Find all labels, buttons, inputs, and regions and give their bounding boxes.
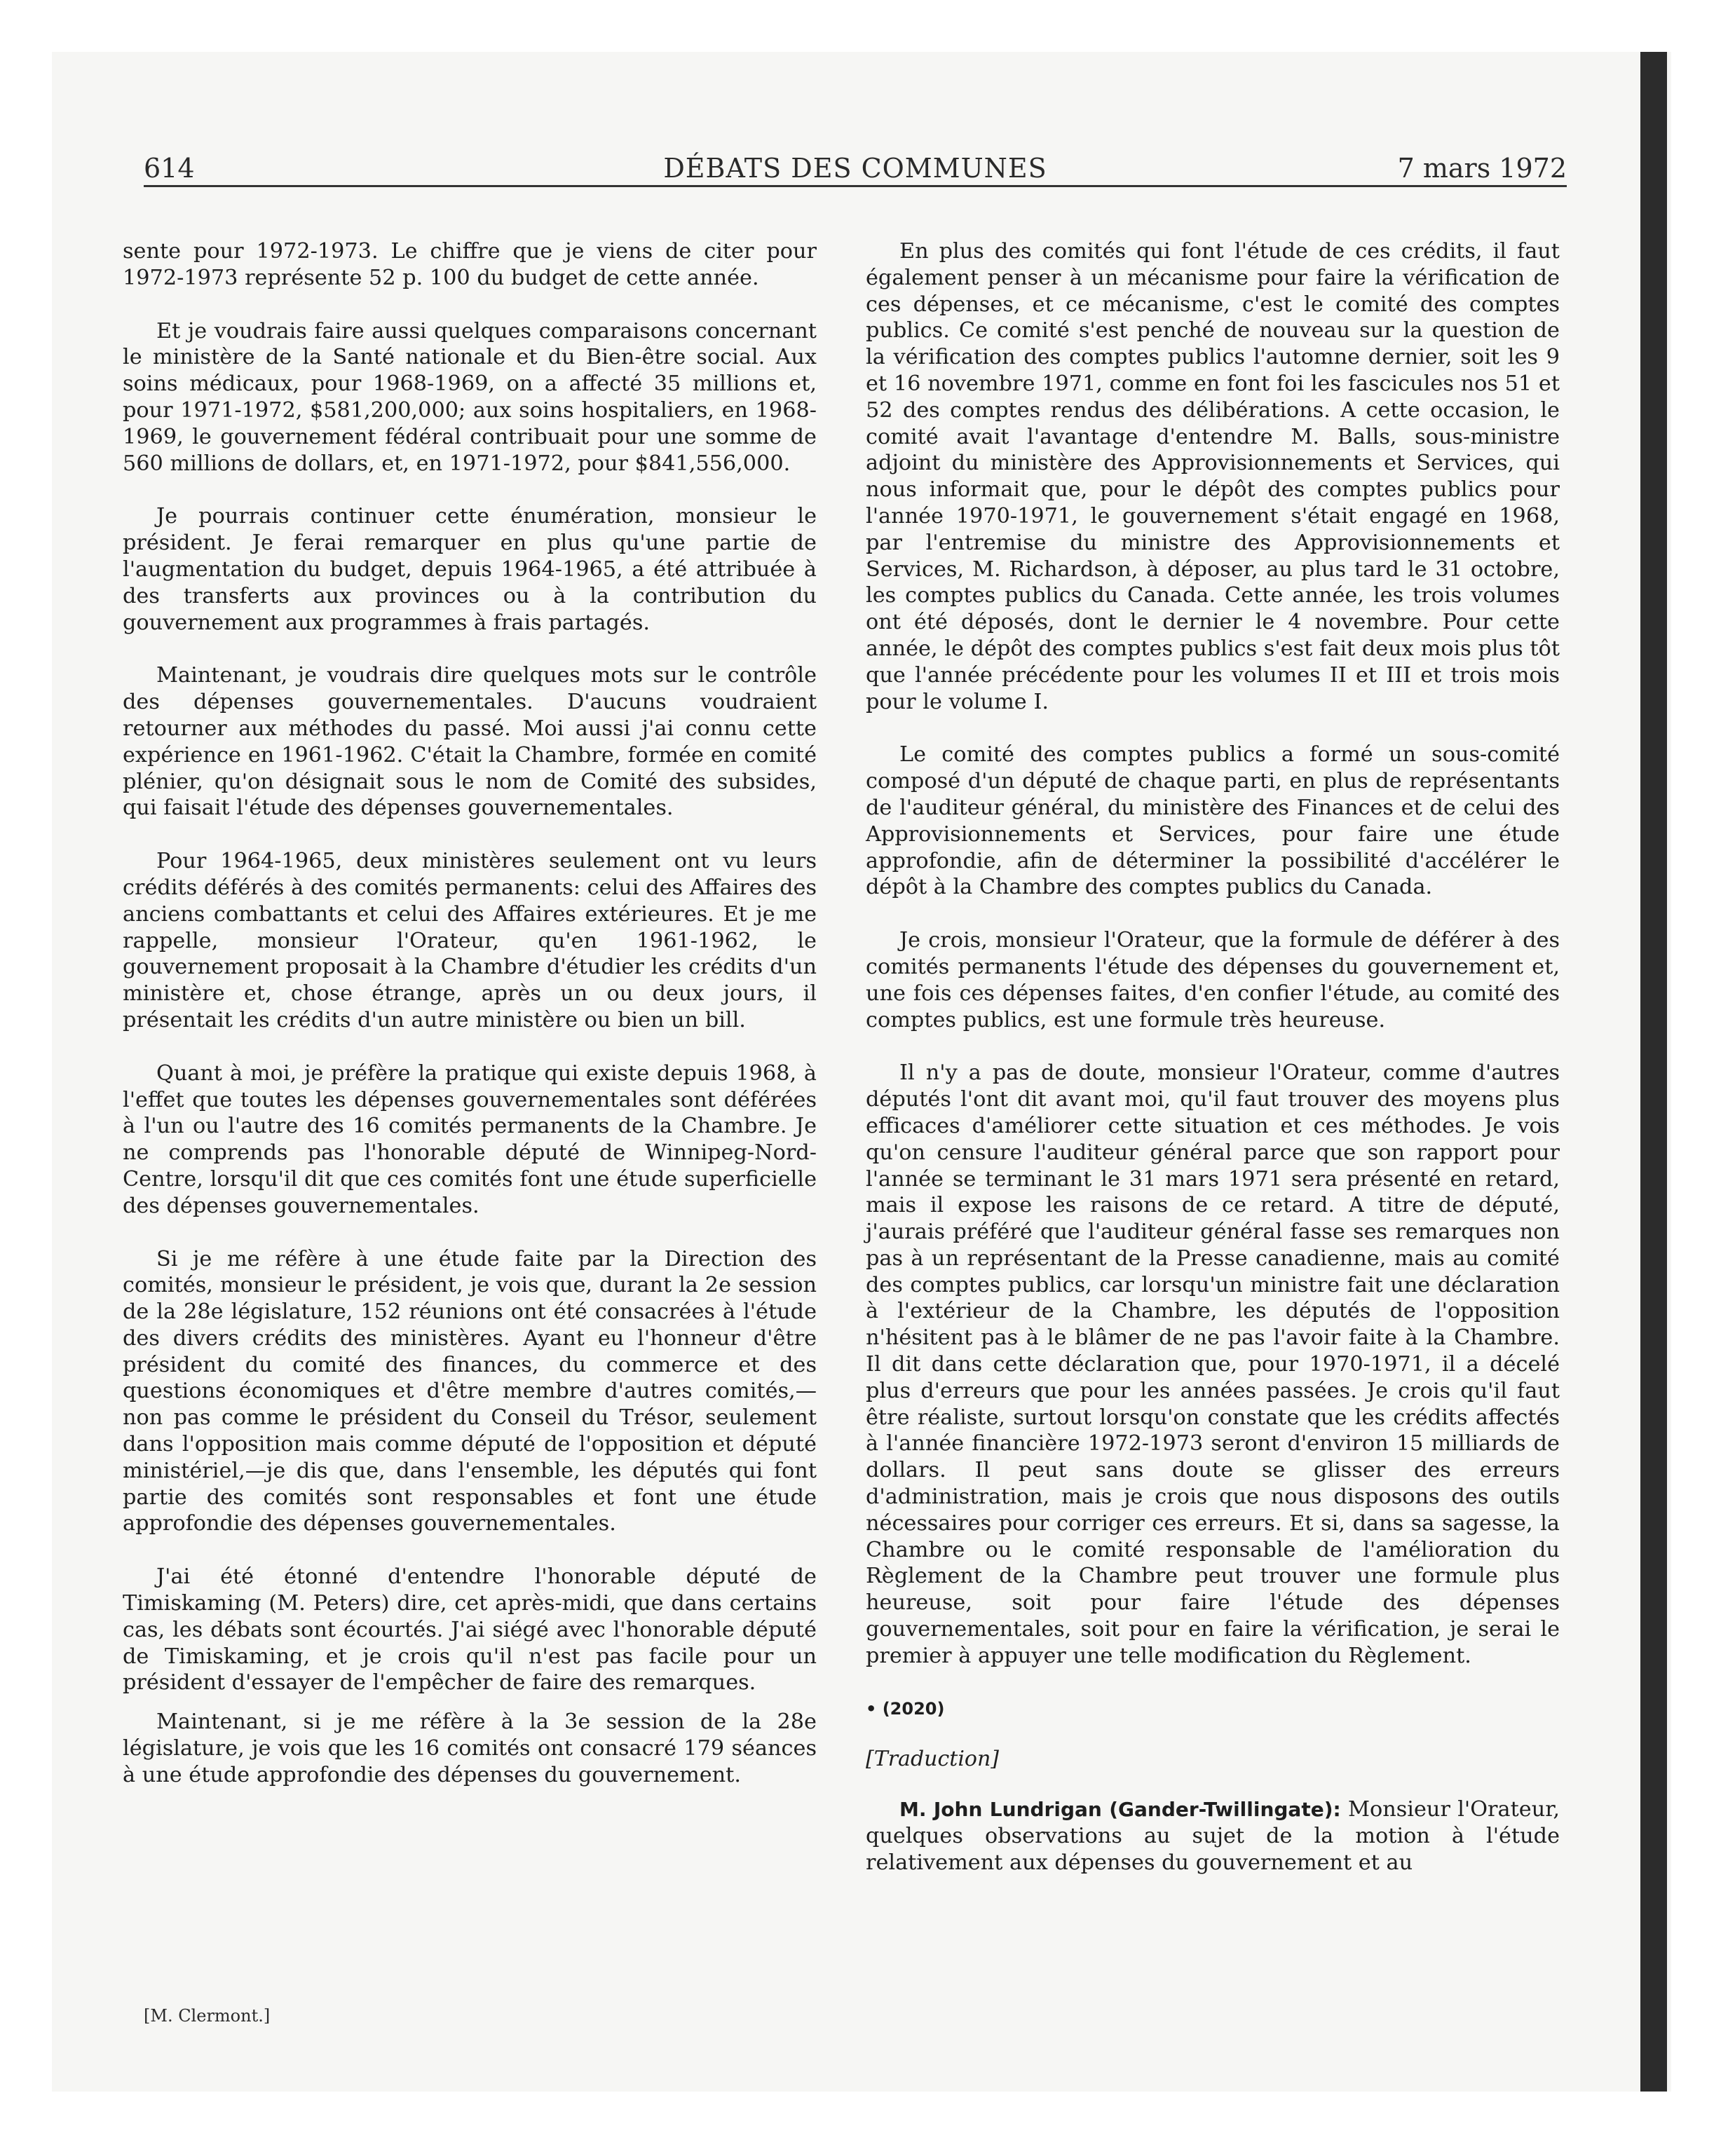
paragraph: Je crois, monsieur l'Orateur, que la formule de déférer à des comités permanents l'étude des dépenses du gouvernement et, une fois ces dépenses faites, d'en confier l'étude, au comité des comptes publics, est une formule très heureuse. (866, 928, 1560, 1032)
page-header (144, 153, 1567, 195)
time-marker: • (2020) (866, 1698, 945, 1719)
translation-note: [Traduction] (866, 1747, 1000, 1772)
binding-edge (1640, 52, 1667, 2092)
paragraph: sente pour 1972-1973. Le chiffre que je viens de citer pour 1972-1973 représente 52 p. 100 du budget de cette année. (123, 239, 817, 290)
speech-text: Monsieur l'Orateur, quelques observations au sujet de la motion à l'étude relativement aux dépenses du gouvernement et au (866, 1797, 1560, 1875)
speech-paragraph (866, 1796, 1560, 1876)
paragraph: J'ai été étonné d'entendre l'honorable député de Timiskaming (M. Peters) dire, cet après-midi, que dans certains cas, les débats sont écourtés. J'ai siégé avec l'honorable député de Timiskaming, et je crois qu'il n'est pas facile pour un président d'essayer de l'empêcher de faire des remarques. (123, 1564, 817, 1696)
footer-speaker-ref: [M. Clermont.] (144, 2006, 271, 2026)
paragraph: Le comité des comptes publics a formé un sous-comité composé d'un député de chaque parti, en plus de représentants de l'auditeur général, du ministère des Finances et de celui des Approvisionnements et Services, pour faire une étude approfondie, afin de déterminer la possibilité d'accélérer le dépôt à la Chambre des comptes publics du Canada. (866, 742, 1560, 900)
paragraph: Quant à moi, je préfère la pratique qui existe depuis 1968, à l'effet que toutes les dépenses gouvernementales sont déférées à l'un ou l'autre des 16 comités permanents de la Chambre. Je ne comprends pas l'honorable député de Winnipeg-Nord-Centre, lorsqu'il dit que ces comités font une étude superficielle des dépenses gouvernementales. (123, 1060, 817, 1218)
page-number: 614 (144, 153, 195, 184)
paragraph: En plus des comités qui font l'étude de ces crédits, il faut également penser à un mécanisme pour faire la vérification de ces dépenses, et ce mécanisme, c'est le comité des comptes publics. Ce comité s'est penché de nouveau sur la question de la vérification des comptes publics l'automne dernier, soit les 9 et 16 novembre 1971, comme en font foi les fascicules nos 51 et 52 des comptes rendus des délibérations. A cette occasion, le comité avait l'avantage d'entendre M. Balls, sous-ministre adjoint du ministère des Approvisionnements et Services, qui nous informait que, pour le dépôt des comptes publics pour l'année 1970-1971, le gouvernement s'était engagé en 1968, par l'entremise du ministre des Approvisionnements et Services, M. Richardson, à déposer, au plus tard le 31 octobre, les comptes publics du Canada. Cette année, les trois volumes ont été déposés, dont le dernier le 4 novembre. Pour cette année, le dépôt des comptes publics s'est fait deux mois plus tôt que l'année précédente pour les volumes II et III et trois mois pour le volume I. (866, 239, 1560, 714)
paragraph: Et je voudrais faire aussi quelques comparaisons concernant le ministère de la Santé nationale et du Bien-être social. Aux soins médicaux, pour 1968-1969, on a affecté 35 millions et, pour 1971-1972, $581,200,000; aux soins hospitaliers, en 1968-1969, le gouvernement fédéral contribuait pour une somme de 560 millions de dollars, et, en 1971-1972, pour $841,556,000. (123, 318, 817, 476)
paragraph: Maintenant, je voudrais dire quelques mots sur le contrôle des dépenses gouvernementales. D'aucuns voudraient retourner aux méthodes du passé. Moi aussi j'ai connu cette expérience en 1961-1962. C'était la Chambre, formée en comité plénier, qu'on désignait sous le nom de Comité des subsides, qui faisait l'étude des dépenses gouvernementales. (123, 663, 817, 821)
paragraph: Je pourrais continuer cette énumération, monsieur le président. Je ferai remarquer en plus qu'une partie de l'augmentation du budget, depuis 1964-1965, a été attribuée à des transferts aux provinces ou à la contribution du gouvernement aux programmes à frais partagés. (123, 504, 817, 635)
page-date: 7 mars 1972 (1397, 153, 1567, 184)
paragraph: Si je me réfère à une étude faite par la Direction des comités, monsieur le président, je vois que, durant la 2e session de la 28e législature, 152 réunions ont été consacrées à l'étude des divers crédits des ministères. Ayant eu l'honneur d'être président du comité des finances, du commerce et des questions économiques et d'être membre d'autres comités,—non pas comme le président du Conseil du Trésor, seulement dans l'opposition mais comme député de l'opposition et député ministériel,—je dis que, dans l'ensemble, les députés qui font partie des comités sont responsables et font une étude approfondie des dépenses gouvernementales. (123, 1246, 817, 1536)
speaker-name: M. John Lundrigan (Gander-Twillingate): (899, 1798, 1341, 1822)
header-rule (144, 185, 1567, 187)
publication-title: DÉBATS DES COMMUNES (663, 153, 1047, 184)
right-column (866, 238, 1560, 1903)
left-column (123, 238, 817, 1815)
paragraph: Il n'y a pas de doute, monsieur l'Orateur, comme d'autres députés l'ont dit avant moi, qu'il faut trouver des moyens plus efficaces d'améliorer cette situation et ces méthodes. Je vois qu'on censure l'auditeur général parce que son rapport pour l'année se terminant le 31 mars 1971 sera présenté en retard, mais il expose les raisons de ce retard. A titre de député, j'aurais préféré que l'auditeur général fasse ses remarques non pas à un représentant de la Presse canadienne, mais au comité des comptes publics, car lorsqu'un ministre fait une déclaration à l'extérieur de la Chambre, les députés de l'opposition n'hésitent pas à le blâmer de ne pas l'avoir faite à la Chambre. Il dit dans cette déclaration que, pour 1970-1971, il a décelé plus d'erreurs que pour les années passées. Je crois qu'il faut être réaliste, surtout lorsqu'on constate que les crédits affectés à l'année financière 1972-1973 seront d'environ 15 milliards de dollars. Il peut sans doute se glisser des erreurs d'administration, mais je crois que nous disposons des outils nécessaires pour corriger ces erreurs. Et si, dans sa sagesse, la Chambre ou le comité responsable de l'amélioration du Règlement de la Chambre peut trouver une formule plus heureuse, soit pour faire l'étude des dépenses gouvernementales, soit pour en faire la vérification, je serai le premier à appuyer une telle modification du Règlement. (866, 1060, 1560, 1668)
paragraph: Pour 1964-1965, deux ministères seulement ont vu leurs crédits déférés à des comités permanents: celui des Affaires des anciens combattants et celui des Affaires extérieures. Et je me rappelle, monsieur l'Orateur, qu'en 1961-1962, le gouvernement proposait à la Chambre d'étudier les crédits d'un ministère et, chose étrange, après un ou deux jours, il présentait les crédits d'un autre ministère ou bien un bill. (123, 849, 817, 1032)
paragraph: Maintenant, si je me réfère à la 3e session de la 28e législature, je vois que les 16 comités ont consacré 179 séances à une étude approfondie des dépenses du gouvernement. (123, 1710, 817, 1787)
